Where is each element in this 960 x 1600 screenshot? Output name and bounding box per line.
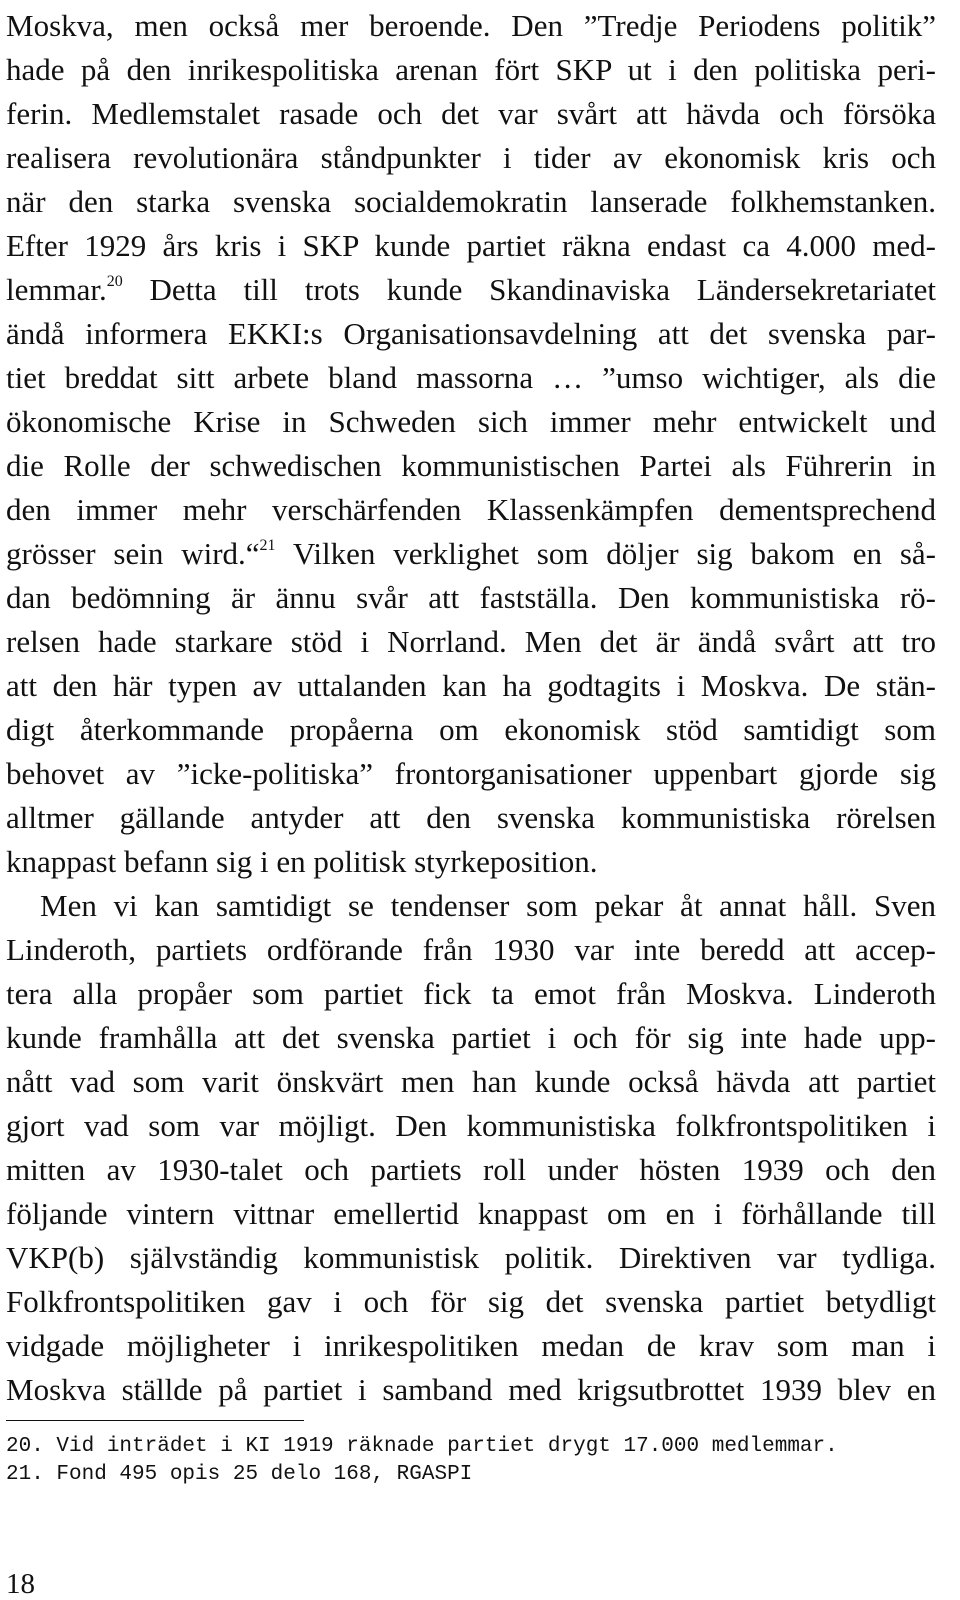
body-line: följande vintern vittnar emellertid knappast om en i förhållande till: [6, 1196, 936, 1231]
body-text: Detta till trots kunde Skandinaviska Ländersekretariatet: [149, 272, 937, 307]
body-line: dan bedömning är ännu svår att fastställa. Den kommunistiska rö-: [6, 580, 936, 615]
body-line: hade på den inrikespolitiska arenan fört SKP ut i den politiska peri-: [6, 52, 936, 87]
body-line: alltmer gällande antyder att den svenska kommunistiska rörelsen: [6, 800, 936, 835]
page-number: 18: [6, 1568, 35, 1600]
footnote-21: 21. Fond 495 opis 25 delo 168, RGASPI: [6, 1463, 473, 1486]
body-text: Vilken verklighet som döljer sig bakom en så-: [292, 536, 936, 571]
body-line: die Rolle der schwedischen kommunistischen Partei als Führerin in: [6, 448, 936, 483]
body-line: när den starka svenska socialdemokratin lanserade folkhemstanken.: [6, 184, 936, 219]
body-line: tiet breddat sitt arbete bland massorna … ”umso wichtiger, als die: [6, 360, 936, 395]
footnote-ref[interactable]: 21: [259, 537, 276, 554]
footnote-20: 20. Vid inträdet i KI 1919 räknade partiet drygt 17.000 medlemmar.: [6, 1435, 838, 1458]
body-line: realisera revolutionära ståndpunkter i tider av ekonomisk kris och: [6, 140, 936, 175]
body-line: Men vi kan samtidigt se tendenser som pekar åt annat håll. Sven: [40, 888, 936, 923]
body-line: [6, 536, 936, 572]
body-line: Efter 1929 års kris i SKP kunde partiet räkna endast ca 4.000 med-: [6, 228, 936, 263]
body-text: lemmar.: [6, 272, 107, 307]
body-line: Moskva ställde på partiet i samband med krigsutbrottet 1939 blev en: [6, 1372, 936, 1407]
body-line: gjort vad som var möjligt. Den kommunistiska folkfrontspolitiken i: [6, 1108, 936, 1143]
body-line: ändå informera EKKI:s Organisationsavdelning att det svenska par-: [6, 316, 936, 351]
body-line: Folkfrontspolitiken gav i och för sig det svenska partiet betydligt: [6, 1284, 936, 1319]
body-line: mitten av 1930-talet och partiets roll under hösten 1939 och den: [6, 1152, 936, 1187]
body-line: att den här typen av uttalanden kan ha godtagits i Moskva. De stän-: [6, 668, 936, 703]
body-line: ökonomische Krise in Schweden sich immer mehr entwickelt und: [6, 404, 936, 439]
body-line: kunde framhålla att det svenska partiet i och för sig inte hade upp-: [6, 1020, 936, 1055]
body-line: knappast befann sig i en politisk styrkeposition.: [6, 844, 598, 879]
body-line: vidgade möjligheter i inrikespolitiken medan de krav som man i: [6, 1328, 936, 1363]
body-line: VKP(b) självständig kommunistisk politik. Direktiven var tydliga.: [6, 1240, 936, 1275]
body-line: tera alla propåer som partiet fick ta emot från Moskva. Linderoth: [6, 976, 936, 1011]
footnote-divider: [6, 1420, 304, 1421]
body-line: ferin. Medlemstalet rasade och det var svårt att hävda och försöka: [6, 96, 936, 131]
body-line: relsen hade starkare stöd i Norrland. Men det är ändå svårt att tro: [6, 624, 936, 659]
body-line: Linderoth, partiets ordförande från 1930 var inte beredd att accep-: [6, 932, 936, 967]
body-text: grösser sein wird.“: [6, 536, 260, 571]
body-line: behovet av ”icke-politiska” frontorganisationer uppenbart gjorde sig: [6, 756, 936, 791]
footnote-ref[interactable]: 20: [106, 273, 123, 290]
body-line: den immer mehr verschärfenden Klassenkämpfen dementsprechend: [6, 492, 936, 527]
body-line: Moskva, men också mer beroende. Den ”Tredje Periodens politik”: [6, 8, 936, 43]
body-line: [6, 272, 936, 308]
body-line: nått vad som varit önskvärt men han kunde också hävda att partiet: [6, 1064, 936, 1099]
body-line: digt återkommande propåerna om ekonomisk stöd samtidigt som: [6, 712, 936, 747]
